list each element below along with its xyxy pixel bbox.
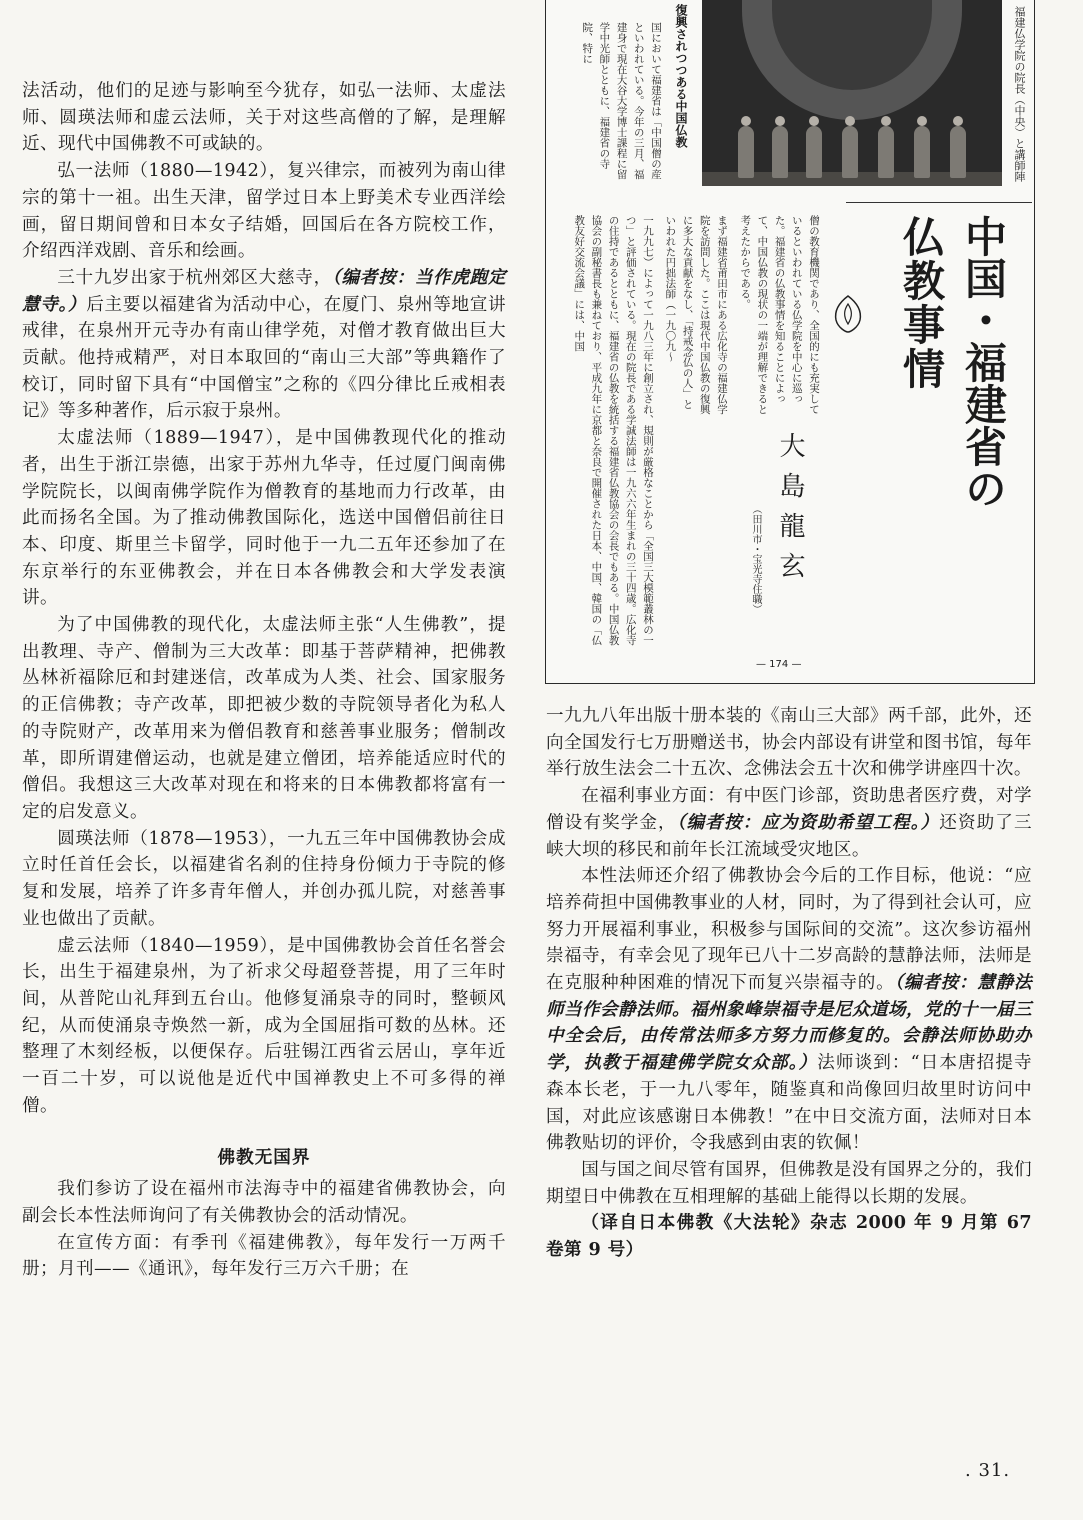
paragraph: 弘一法师（1880—1942），复兴律宗，而被列为南山律宗的第十一祖。出生天津，留学过日本上野美术专业西洋绘画，留日期间曾和日本女子结婚，回国后在各方院校工作，介绍西洋戏剧、音乐和绘画。: [22, 161, 506, 262]
inset-subhead: 復興されつつある中国仏教: [674, 4, 688, 148]
paragraph: 太虚法师（1889—1947），是中国佛教现代化的推动者，出生于浙江崇德，出家于苏州九华寺，任过厦门闽南佛学院院长，以闽南佛学院作为僧教育的基地而力行改革，由此而扬名全国。为了推动佛教国际化，选送中国僧侣前往日本、印度、斯里兰卡留学，同时他于一九二五年还参加了在东京举行的东亚佛教会，并在日本各佛教会和大学发表演讲。: [22, 428, 506, 609]
left-column: [22, 78, 506, 1283]
source-citation: （译自日本佛教《大法轮》杂志 2000 年 9 月第 67 卷第 9 号）: [546, 1212, 1032, 1261]
inset-body-col2: まず福建省莆田市にある広化寺の福建仏学院を訪問した。ここは現代中国仏教の復興に多大な貢献をなし、「持戒念仏の人」といわれた円拙法師（一九〇九〜: [664, 215, 728, 415]
inset-title: [864, 215, 1014, 555]
paragraph: 圆瑛法师（1878—1953），一九五三年中国佛教协会成立时任首任会长，以福建省名刹的住持身份倾力于寺院的修复和发展，培养了许多青年僧人，并创办孤儿院，对慈善事业也做出了贡献。: [22, 828, 506, 929]
inset-body-col3: 僧の教育機関であり、全国的にも充実しているといわれている仏学院を中心に巡った。福建省の仏教事情を知ることによって、中国仏教の現状の一端が理解できると考えたからである。: [739, 215, 820, 415]
paragraph: 一九九八年出版十册本装的《南山三大部》两千部，此外，还向全国发行七万册赠送书，协会内部设有讲堂和图书馆，每年举行放生法会二十五次、念佛法会五十次和佛学讲座四十次。: [546, 706, 1032, 780]
paragraph: 我们参访了设在福州市法海寺中的福建省佛教协会，向副会长本性法师询问了有关佛教协会的活动情况。: [22, 1179, 506, 1226]
paragraph: 虚云法师（1840—1959），是中国佛教协会首任名誉会长，出生于福建泉州，为了祈求父母超登菩提，用了三年时间，从普陀山礼拜到五台山。他修复涌泉寺的同时，整顿风纪，从而使涌泉寺焕然一新，成为全国屈指可数的丛林。还整理了木刻经板，以便保存。后驻锡江西省云居山，享年近一百二十岁，可以说他是近代中国禅教史上不可多得的禅僧。: [22, 935, 506, 1116]
paragraph: 本性法师还介绍了佛教协会今后的工作目标，他说：“应培养荷担中国佛教事业的人材，同时，为了得到社会认可，应努力开展福利事业，积极参与国际间的交流”。这次参访福州崇福寺，有幸会见了现年已八十二岁高龄的慧静法师，法师是在克服种种困难的情况下而复兴崇福寺的。（编者按：慧静法师当作会静法师。福州象峰崇福寺是尼众道场，党的十一届三中全会后，由传常法师多方努力而修复的。会静法师协助办学，执教于福建佛学院女众部。）法师谈到：“日本唐招提寺森本长老，于一九八零年，随鉴真和尚像回归故里时访问中国，对此应该感谢日本佛教！”在中日交流方面，法师对日本佛教贴切的评价，令我感到由衷的钦佩！: [546, 866, 1033, 1154]
inset-body-col1: 国において福建省は「中国僧の産といわれている。今年の三月、福建身で現在大谷大学博士課程に留学中光師とともに、福建省の寺院、特に: [581, 22, 662, 180]
page-number: . 31.: [965, 1460, 1011, 1481]
right-column: [546, 703, 1032, 1264]
paragraph: 法活动，他们的足迹与影响至今犹存，如弘一法师、太虚法师、圆瑛法师和虚云法师，关于对这些高僧的了解，是理解近、现代中国佛教不可或缺的。: [22, 81, 506, 155]
inset-author: 大島龍玄: [775, 432, 805, 592]
editor-note: （编者按：当作虎跑定慧寺。）: [22, 266, 506, 315]
editor-note: （编者按：慧静法师当作会静法师。福州象峰崇福寺是尼众道场，党的十一届三中全会后，由传常法师多方努力而修复的。会静法师协助办学，执教于福建佛学院女众部。）: [546, 972, 1032, 1074]
inset-author-note: （田川市・宝光寺住職）: [750, 504, 761, 614]
paragraph: 在宣传方面：有季刊《福建佛教》，每年发行一万两千册；月刊——《通讯》，每年发行三万六千册；在: [22, 1232, 506, 1280]
temple-group-photo: [702, 0, 1002, 186]
inset-title-line1: 中国・福建省の: [959, 215, 1008, 509]
inset-body-col4: 一九九七）によって一九八三年に創立され、規則が厳格なことから「全国三大模範叢林の一つ」と評価されている。現在の院長である学誠法師は一九六六年生まれの三十四歳。広化寺の住持であるとともに、福建省の仏教を統括する福建省仏教協会の会長でもある。中国仏教協会の副秘書長も兼ねており、平成九年に京都と奈良で開催された日本、中国、韓国の「仏教友好交流会議」には、中国: [573, 215, 654, 646]
editor-note: （编者按：应为资助希望工程。）: [676, 811, 940, 833]
section-heading: 佛教无国界: [217, 1147, 311, 1169]
paragraph: 为了中国佛教的现代化，太虚法师主张“人生佛教”，提出教理、寺产、僧制为三大改革：即基于菩萨精神，把佛教丛林祈福除厄和封建迷信，改革成为人类、社会、国家服务的正信佛教；寺产改革，即把被少数的寺院领导者化为私人的寺院财产，改革用来为僧侣教育和慈善事业服务；僧制改革，即所谓建僧运动，也就是建立僧团，培养能适应时代的僧侣。我想这三大改革对现在和将来的日本佛教都将富有一定的启发意义。: [22, 615, 506, 822]
paragraph: 在福利事业方面：有中医门诊部，资助患者医疗费，对学僧设有奖学金，（编者按：应为资助希望工程。）还资助了三峡大坝的移民和前年长江流域受灾地区。: [546, 786, 1032, 860]
inset-page-number: — 174 —: [756, 659, 802, 670]
paragraph: 国与国之间尽管有国界，但佛教是没有国界之分的，我们期望日中佛教在互相理解的基础上能得以长期的发展。: [546, 1159, 1032, 1207]
inset-magazine-page: [545, 0, 1035, 684]
inset-title-line2: 仏教事情: [897, 215, 946, 391]
paragraph: 三十九岁出家于杭州郊区大慈寺，（编者按：当作虎跑定慧寺。）后主要以福建省为活动中心，在厦门、泉州等地宣讲戒律，在泉州开元寺办有南山律学苑，对僧才教育做出巨大贡献。他持戒精严，对日本取回的“南山三大部”等典籍作了校订，同时留下具有“中国僧宝”之称的《四分律比丘戒相表记》等多种著作，后示寂于泉州。: [22, 266, 506, 422]
photo-caption: 福建仏学院の院長（中央）と講師陣: [1013, 6, 1026, 182]
